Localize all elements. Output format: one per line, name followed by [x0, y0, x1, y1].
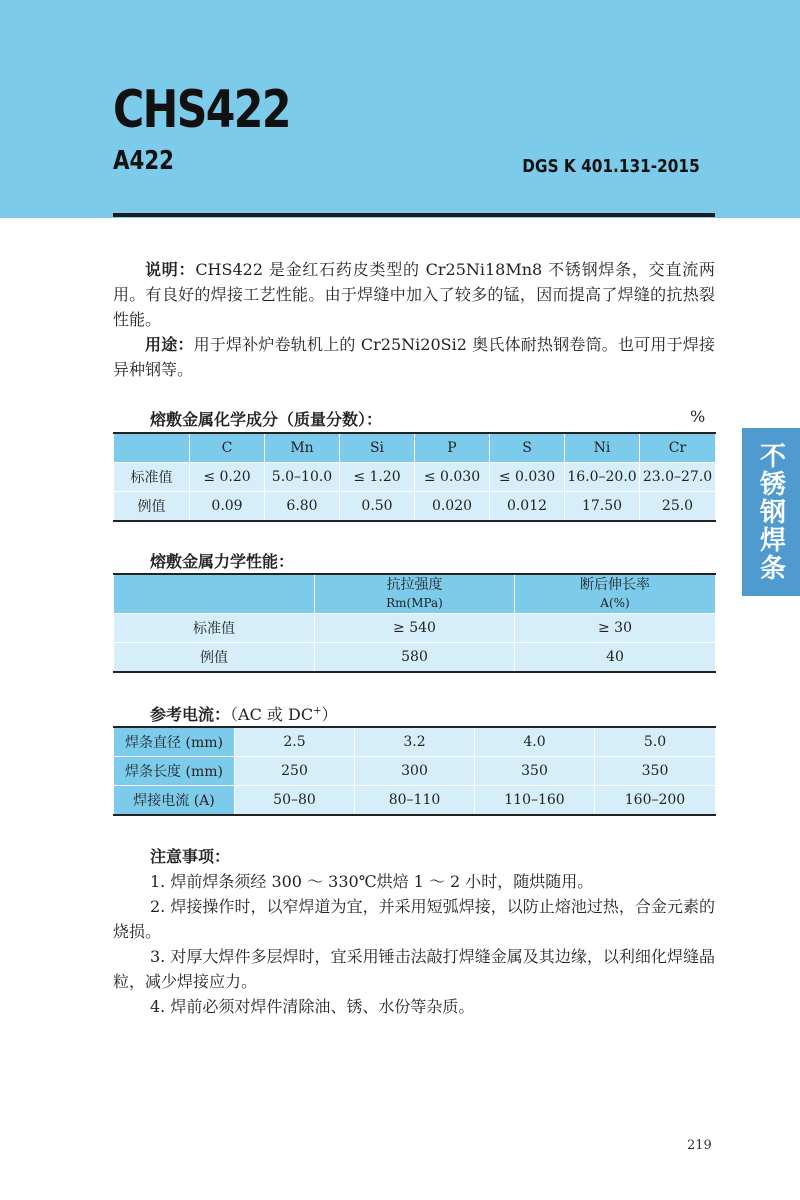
standard-code: DGS K 401.131-2015	[522, 156, 700, 177]
chem-header-cell: C	[190, 433, 265, 463]
chem-cell: 23.0–27.0	[640, 463, 716, 492]
current-cell: 300	[355, 757, 475, 786]
page-number: 219	[687, 1138, 712, 1153]
mechanical-table	[113, 573, 716, 673]
chem-header-cell	[114, 433, 190, 463]
current-title: 参考电流：	[150, 705, 231, 724]
model-title: CHS422	[113, 80, 290, 140]
chem-header-cell: S	[490, 433, 565, 463]
notes-section	[113, 844, 715, 1019]
current-cell: 350	[595, 757, 716, 786]
model-subtitle: A422	[113, 146, 175, 176]
mech-cell: ≥ 540	[315, 614, 515, 643]
chem-header-cell: P	[415, 433, 490, 463]
current-cell: 160–200	[595, 786, 716, 816]
mech-header-cell	[114, 574, 315, 614]
description-section	[113, 257, 715, 382]
table-row	[114, 643, 716, 673]
chem-cell: ≤ 1.20	[340, 463, 415, 492]
mech-header-line2: A(%)	[600, 596, 630, 610]
current-row-label: 焊接电流 (A)	[114, 786, 235, 816]
table-row	[114, 757, 716, 786]
current-cell: 80–110	[355, 786, 475, 816]
current-cell: 3.2	[355, 727, 475, 757]
header-divider	[113, 213, 715, 217]
description-label: 说明：	[145, 260, 196, 279]
table-row	[114, 786, 716, 816]
usage-text: 用于焊补炉卷轨机上的 Cr25Ni20Si2 奥氏体耐热钢卷筒。也可用于焊接异种钢等。	[113, 335, 715, 379]
mech-header-cell	[515, 574, 716, 614]
chem-row-label: 标准值	[114, 463, 190, 492]
current-cell: 2.5	[235, 727, 355, 757]
current-cell: 250	[235, 757, 355, 786]
mechanical-title: 熔敷金属力学性能：	[150, 552, 295, 571]
chem-cell: ≤ 0.030	[415, 463, 490, 492]
mech-cell: ≥ 30	[515, 614, 716, 643]
chem-cell: 5.0–10.0	[265, 463, 340, 492]
list-item: 4. 焊前必须对焊件清除油、锈、水份等杂质。	[150, 997, 475, 1016]
chem-row-label: 例值	[114, 492, 190, 522]
chem-cell: 25.0	[640, 492, 716, 522]
chem-header-cell: Mn	[265, 433, 340, 463]
current-cell: 350	[475, 757, 595, 786]
chem-cell: 16.0–20.0	[565, 463, 640, 492]
chem-header-cell: Cr	[640, 433, 716, 463]
mech-row-label: 例值	[114, 643, 315, 673]
current-cell: 5.0	[595, 727, 716, 757]
mech-header-cell	[315, 574, 515, 614]
current-row-label: 焊条长度 (mm)	[114, 757, 235, 786]
mech-header-line2: Rm(MPa)	[386, 596, 443, 610]
chem-cell: 0.020	[415, 492, 490, 522]
current-cell: 50–80	[235, 786, 355, 816]
mechanical-header-row	[114, 574, 716, 614]
list-item: 2. 焊接操作时，以窄焊道为宜，并采用短弧焊接，以防止熔池过热，合金元素的烧损。	[113, 897, 715, 941]
chem-cell: ≤ 0.030	[490, 463, 565, 492]
current-cell: 4.0	[475, 727, 595, 757]
chemical-title: 熔敷金属化学成分（质量分数）：	[150, 410, 383, 429]
chem-cell: 0.09	[190, 492, 265, 522]
current-note: （AC 或 DC+）	[230, 705, 338, 724]
description-text: CHS422 是金红石药皮类型的 Cr25Ni18Mn8 不锈钢焊条，交直流两用。有良好的焊接工艺性能。由于焊缝中加入了较多的锰，因而提高了焊缝的抗热裂性能。	[113, 260, 715, 329]
mech-header-line1: 抗拉强度	[386, 577, 443, 593]
usage-label: 用途：	[145, 335, 194, 354]
mech-row-label: 标准值	[114, 614, 315, 643]
chem-cell: 0.012	[490, 492, 565, 522]
chemical-unit: %	[690, 407, 706, 426]
mech-header-line1: 断后伸长率	[580, 577, 650, 593]
list-item: 1. 焊前焊条须经 300 ～ 330℃烘焙 1 ～ 2 小时，随烘随用。	[150, 872, 594, 891]
notes-title: 注意事项：	[150, 847, 231, 866]
current-row-label: 焊条直径 (mm)	[114, 727, 235, 757]
table-row	[114, 492, 716, 522]
chem-cell: 0.50	[340, 492, 415, 522]
current-title-line	[150, 702, 337, 725]
chemical-header-row	[114, 433, 716, 463]
list-item: 3. 对厚大焊件多层焊时，宜采用锤击法敲打焊缝金属及其边缘，以利细化焊缝晶粒，减少焊接应力。	[113, 947, 715, 991]
chem-cell: 17.50	[565, 492, 640, 522]
chem-header-cell: Si	[340, 433, 415, 463]
chem-header-cell: Ni	[565, 433, 640, 463]
table-row	[114, 614, 716, 643]
chem-cell: 6.80	[265, 492, 340, 522]
mech-cell: 40	[515, 643, 716, 673]
chem-cell: ≤ 0.20	[190, 463, 265, 492]
table-row	[114, 463, 716, 492]
category-side-tab: 不锈钢焊条	[742, 428, 800, 596]
mech-cell: 580	[315, 643, 515, 673]
current-cell: 110–160	[475, 786, 595, 816]
chemical-table	[113, 432, 716, 522]
table-row	[114, 727, 716, 757]
current-table	[113, 726, 716, 816]
